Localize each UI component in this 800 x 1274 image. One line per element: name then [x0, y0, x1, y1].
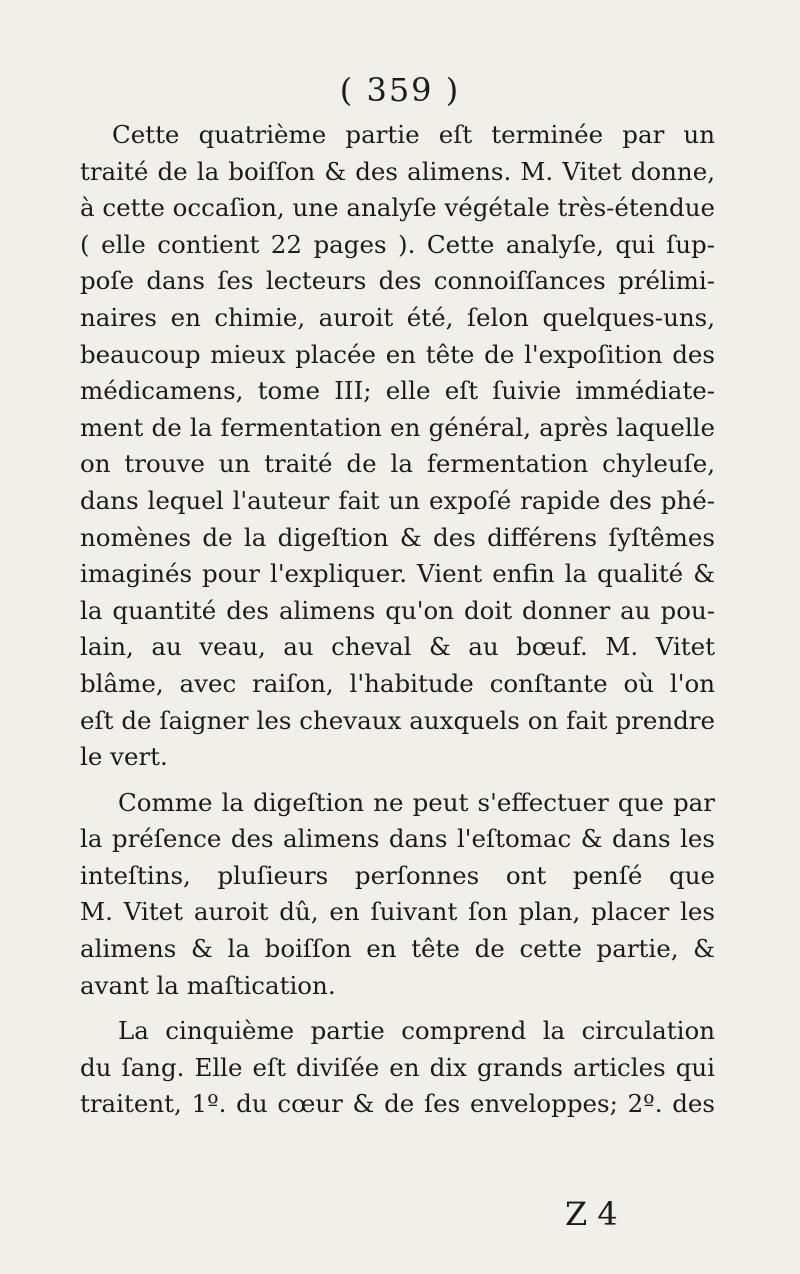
body-text: [80, 117, 715, 1123]
text-line: nomènes de la digeſtion & des différens ſyſtêmes: [80, 522, 715, 552]
text-line: on trouve un traité de la fermentation chyleuſe,: [80, 449, 715, 479]
signature-mark: Z 4: [565, 1195, 618, 1233]
text-line: avant la maſtication.: [80, 970, 336, 1000]
paragraph-3: [80, 1013, 715, 1123]
text-line: traité de la boiſſon & des alimens. M. Vitet donne,: [80, 156, 715, 186]
text-line: Comme la digeſtion ne peut s'effectuer que par: [118, 787, 715, 817]
text-line: ment de la fermentation en général, après laquelle: [80, 412, 715, 442]
text-line: la quantité des alimens qu'on doit donner au pou-: [80, 595, 715, 625]
text-line: dans lequel l'auteur fait un expoſé rapide des phé-: [80, 485, 715, 515]
text-line: poſe dans ſes lecteurs des connoiſſances prélimi-: [80, 266, 715, 296]
text-line: Cette quatrième partie eſt terminée par un: [112, 120, 715, 149]
text-line: alimens & la boiſſon en tête de cette partie, &: [80, 934, 715, 964]
text-line: blâme, avec raiſon, l'habitude conſtante où l'on: [80, 668, 715, 698]
text-line: M. Vitet auroit dû, en ſuivant ſon plan, placer les: [80, 897, 715, 927]
text-line: du ſang. Elle eſt diviſée en dix grands articles qui: [80, 1052, 715, 1082]
text-line: médicamens, tome III; elle eſt ſuivie immédiate-: [80, 376, 715, 406]
text-line: imaginés pour l'expliquer. Vient enfin la qualité &: [80, 559, 715, 589]
text-line: inteſtins, pluſieurs perſonnes ont penſé que: [80, 860, 715, 890]
text-line: lain, au veau, au cheval & au bœuf. M. Vitet: [80, 632, 715, 662]
text-line: beaucoup mieux placée en tête de l'expoſition des: [80, 339, 715, 369]
text-line: eſt de ſaigner les chevaux auxquels on fait prendre: [80, 705, 715, 735]
text-line: La cinquième partie comprend la circulation: [118, 1016, 715, 1046]
page-number: ( 359 ): [339, 71, 461, 109]
text-line: naires en chimie, auroit été, ſelon quelques-uns,: [80, 302, 715, 332]
text-line: ( elle contient 22 pages ). Cette analyſe, qui ſup-: [80, 229, 715, 259]
text-line: le vert.: [80, 742, 168, 772]
paragraph-1: [80, 117, 715, 776]
paragraph-2: [80, 785, 715, 1005]
text-line: traitent, 1º. du cœur & de ſes enveloppes; 2º. des: [80, 1089, 715, 1119]
text-line: à cette occaſion, une analyſe végétale très-étendue: [80, 193, 715, 223]
text-line: la préſence des alimens dans l'eſtomac & dans les: [80, 824, 715, 854]
